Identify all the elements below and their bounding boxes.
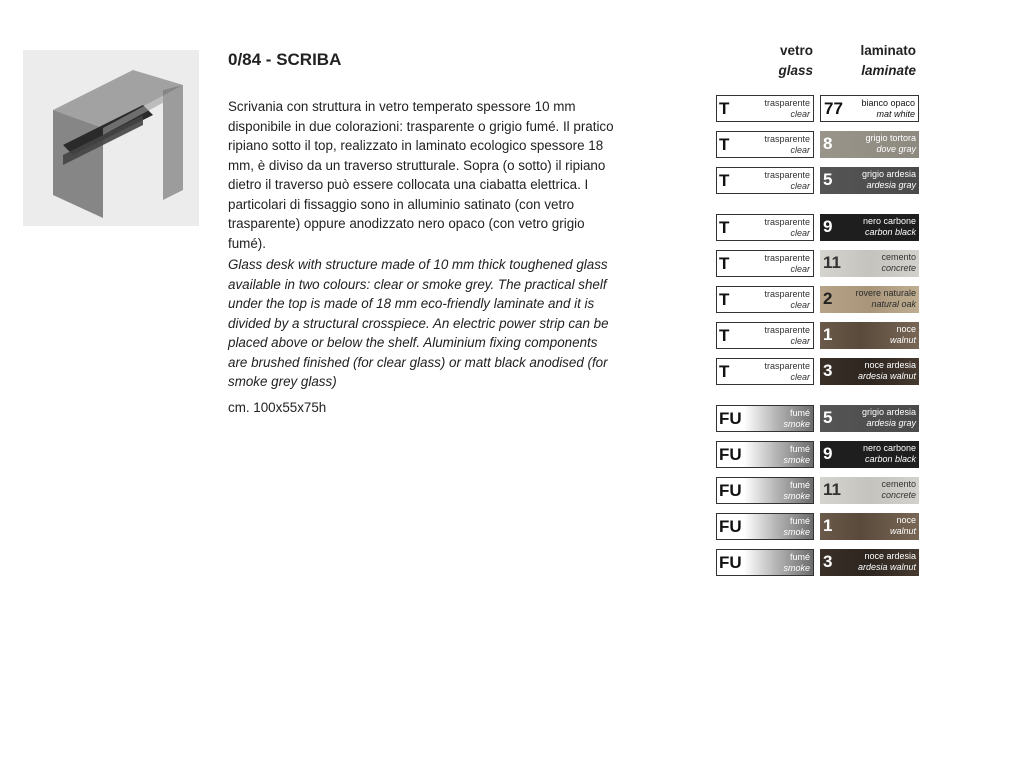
- glass-name-it: trasparente: [764, 134, 810, 144]
- combination-row: [716, 549, 920, 578]
- description-english: Glass desk with structure made of 10 mm thick toughened glass available in two colours: clear or smoke grey. The practical shelf under the top is made of 18 mm eco-friendly laminate and it is divided by a structural crosspiece. An electric power strip can be placed above or below the shelf. Aluminium fixing components are brushed finished (for clear glass) or matt black anodised (for smoke grey glass): [228, 257, 609, 389]
- product-dimensions: cm. 100x55x75h: [228, 399, 327, 415]
- laminate-name-en: walnut: [889, 335, 916, 345]
- laminate-name-it: noce ardesia: [864, 360, 916, 370]
- glass-name: [764, 170, 810, 192]
- glass-code: FU: [719, 409, 742, 428]
- glass-header-it: vetro: [779, 43, 813, 58]
- laminate-number: 2: [823, 289, 833, 308]
- combination-row: [716, 131, 920, 160]
- glass-code: T: [719, 171, 730, 190]
- laminate-name-it: nero carbone: [862, 216, 916, 226]
- glass-swatch: [716, 358, 814, 385]
- laminate-number: 5: [823, 408, 833, 427]
- glass-code: T: [719, 362, 730, 381]
- laminate-name-it: cemento: [881, 252, 916, 262]
- glass-name-en: clear: [790, 145, 810, 155]
- laminate-name-en: carbon black: [864, 227, 916, 237]
- laminate-header-it: laminato: [860, 43, 916, 58]
- laminate-name-it: grigio tortora: [865, 133, 916, 143]
- laminate-swatch: [820, 131, 919, 158]
- glass-code: T: [719, 290, 730, 309]
- glass-name: [764, 134, 810, 156]
- laminate-swatch: [820, 286, 919, 313]
- laminate-name-en: walnut: [889, 526, 916, 536]
- glass-swatch: [716, 131, 814, 158]
- glass-name: [783, 444, 810, 466]
- glass-name-en: clear: [790, 372, 810, 382]
- glass-swatch: [716, 167, 814, 194]
- laminate-column-header: [820, 41, 916, 81]
- laminate-name-en: natural oak: [871, 299, 916, 309]
- glass-swatch: [716, 250, 814, 277]
- glass-swatch: [716, 322, 814, 349]
- laminate-number: 11: [823, 480, 841, 499]
- glass-swatch: [716, 214, 814, 241]
- laminate-name-en: concrete: [881, 263, 916, 273]
- laminate-number: 9: [823, 444, 833, 463]
- laminate-name-it: nero carbone: [862, 443, 916, 453]
- product-photo: [23, 50, 199, 226]
- combination-row: [716, 477, 920, 506]
- glass-name: [783, 408, 810, 430]
- laminate-name-en: ardesia gray: [866, 180, 916, 190]
- laminate-name: [863, 216, 916, 238]
- laminate-name-it: noce: [896, 515, 916, 525]
- glass-name-en: smoke: [783, 455, 810, 465]
- combination-row: [716, 441, 920, 470]
- glass-code: T: [719, 254, 730, 273]
- laminate-number: 77: [824, 99, 843, 118]
- glass-name: [783, 552, 810, 574]
- laminate-swatch: [820, 322, 919, 349]
- combination-row: [716, 322, 920, 351]
- combination-row: [716, 214, 920, 243]
- glass-name: [783, 480, 810, 502]
- description-italian: Scrivania con struttura in vetro temperato spessore 10 mm disponibile in due colorazioni: trasparente o grigio fumé. Il pratico ripiano sotto il top, realizzato in laminato ecologico spessore 18 mm, è diviso da un traverso strutturale. Sopra (o sotto) il ripiano dietro il traverso può essere collocata una ciabatta elettrica. I particolari di fissaggio sono in alluminio satinato (con vetro trasparente) oppure anodizzato nero opaco (con vetro grigio fumé).: [228, 99, 614, 251]
- glass-name-it: trasparente: [764, 98, 810, 108]
- glass-name-it: trasparente: [764, 217, 810, 227]
- glass-name-en: smoke: [783, 491, 810, 501]
- product-description: [228, 97, 618, 417]
- laminate-name: [858, 360, 916, 382]
- glass-code: T: [719, 99, 730, 118]
- glass-name-it: trasparente: [764, 253, 810, 263]
- laminate-name: [890, 324, 916, 346]
- laminate-name: [890, 515, 916, 537]
- laminate-name-it: grigio ardesia: [861, 169, 916, 179]
- glass-swatch: [716, 477, 814, 504]
- laminate-swatch: [820, 549, 919, 576]
- combination-row: [716, 286, 920, 315]
- glass-code: FU: [719, 553, 742, 572]
- glass-code: T: [719, 218, 730, 237]
- glass-swatch: [716, 95, 814, 122]
- laminate-name: [865, 133, 916, 155]
- laminate-swatch: [820, 441, 919, 468]
- glass-name: [783, 516, 810, 538]
- glass-column-header: [740, 41, 813, 81]
- laminate-name: [862, 407, 916, 429]
- glass-name-en: clear: [790, 336, 810, 346]
- laminate-number: 8: [823, 134, 833, 153]
- laminate-swatch: [820, 214, 919, 241]
- glass-name: [764, 325, 810, 347]
- laminate-name-it: bianco opaco: [861, 98, 915, 108]
- glass-name: [764, 253, 810, 275]
- glass-name: [764, 98, 810, 120]
- glass-desk-illustration: [23, 50, 199, 226]
- laminate-number: 3: [823, 552, 833, 571]
- laminate-name-en: dove gray: [876, 144, 916, 154]
- glass-name-it: trasparente: [764, 325, 810, 335]
- glass-swatch: [716, 513, 814, 540]
- laminate-name: [881, 479, 916, 501]
- glass-swatch: [716, 286, 814, 313]
- glass-name: [764, 361, 810, 383]
- glass-name-it: fumé: [789, 408, 810, 418]
- glass-name-it: fumé: [789, 552, 810, 562]
- laminate-name-en: carbon black: [864, 454, 916, 464]
- laminate-name: [861, 98, 915, 120]
- glass-code: T: [719, 326, 730, 345]
- laminate-swatch: [820, 358, 919, 385]
- glass-name-it: fumé: [789, 516, 810, 526]
- laminate-swatch: [820, 405, 919, 432]
- laminate-name: [855, 288, 916, 310]
- combination-row: [716, 405, 920, 434]
- product-title: 0/84 - SCRIBA: [228, 50, 342, 69]
- laminate-swatch: [820, 477, 919, 504]
- laminate-name-it: noce ardesia: [864, 551, 916, 561]
- glass-name-it: trasparente: [764, 289, 810, 299]
- laminate-name: [881, 252, 916, 274]
- glass-header-en: glass: [778, 63, 813, 78]
- glass-name-en: clear: [790, 109, 810, 119]
- laminate-name-en: ardesia gray: [866, 418, 916, 428]
- laminate-swatch: [820, 95, 919, 122]
- laminate-name-it: rovere naturale: [855, 288, 916, 298]
- glass-code: T: [719, 135, 730, 154]
- laminate-number: 11: [823, 253, 841, 272]
- laminate-name: [863, 443, 916, 465]
- glass-name-en: clear: [790, 300, 810, 310]
- glass-name-en: clear: [790, 181, 810, 191]
- laminate-name-en: ardesia walnut: [857, 562, 916, 572]
- laminate-swatch: [820, 513, 919, 540]
- glass-code: FU: [719, 481, 742, 500]
- laminate-name-en: mat white: [876, 109, 915, 119]
- laminate-number: 1: [823, 516, 833, 535]
- laminate-number: 3: [823, 361, 833, 380]
- laminate-name: [858, 551, 916, 573]
- combination-row: [716, 250, 920, 279]
- laminate-name-en: concrete: [881, 490, 916, 500]
- glass-name-en: smoke: [783, 419, 810, 429]
- glass-swatch: [716, 549, 814, 576]
- laminate-name-it: grigio ardesia: [861, 407, 916, 417]
- glass-name-en: clear: [790, 228, 810, 238]
- glass-name-en: smoke: [783, 563, 810, 573]
- laminate-number: 9: [823, 217, 833, 236]
- combination-row: [716, 513, 920, 542]
- laminate-number: 1: [823, 325, 833, 344]
- laminate-swatch: [820, 250, 919, 277]
- glass-name: [764, 289, 810, 311]
- laminate-name-en: ardesia walnut: [857, 371, 916, 381]
- combination-row: [716, 358, 920, 387]
- combination-row: [716, 167, 920, 196]
- laminate-name-it: noce: [896, 324, 916, 334]
- glass-name-it: fumé: [789, 444, 810, 454]
- glass-name-en: clear: [790, 264, 810, 274]
- glass-name: [764, 217, 810, 239]
- combination-row: [716, 95, 920, 124]
- glass-name-it: fumé: [789, 480, 810, 490]
- glass-name-it: trasparente: [764, 170, 810, 180]
- glass-code: FU: [719, 445, 742, 464]
- glass-name-it: trasparente: [764, 361, 810, 371]
- laminate-number: 5: [823, 170, 833, 189]
- laminate-name: [862, 169, 916, 191]
- glass-code: FU: [719, 517, 742, 536]
- laminate-header-en: laminate: [861, 63, 916, 78]
- laminate-name-it: cemento: [881, 479, 916, 489]
- glass-swatch: [716, 441, 814, 468]
- glass-name-en: smoke: [783, 527, 810, 537]
- glass-swatch: [716, 405, 814, 432]
- laminate-swatch: [820, 167, 919, 194]
